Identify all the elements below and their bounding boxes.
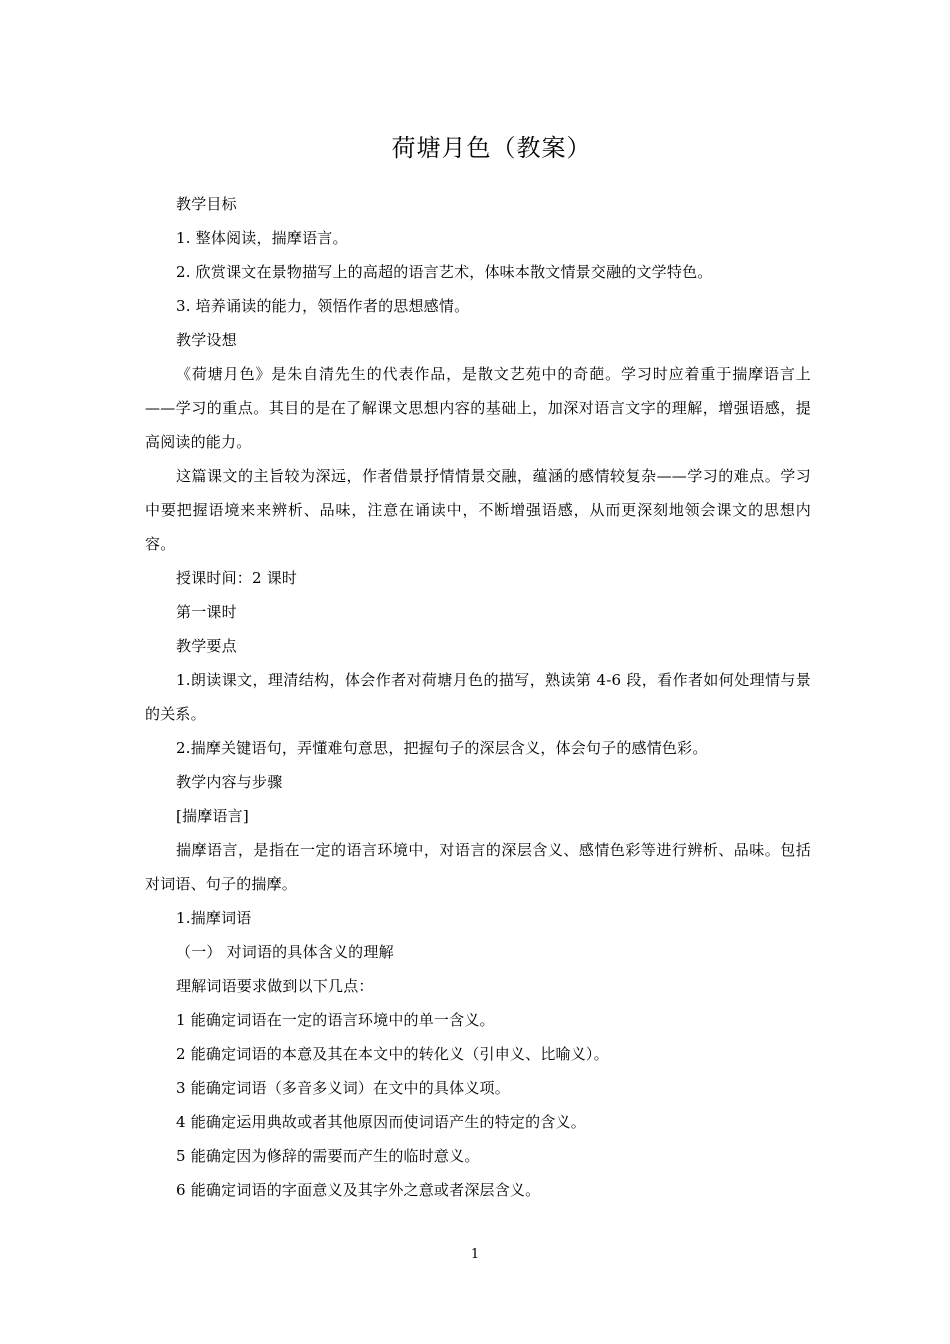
requirement-item-3: 3 能确定词语（多音多义词）在文中的具体义项。 xyxy=(176,1079,510,1097)
goal-item-1: 1. 整体阅读，揣摩语言。 xyxy=(176,229,348,247)
requirement-item-2: 2 能确定词语的本意及其在本文中的转化义（引申义、比喻义）。 xyxy=(176,1045,609,1063)
requirement-item-6: 6 能确定词语的字面意义及其字外之意或者深层含义。 xyxy=(176,1181,541,1199)
section-label-language: [揣摩语言] xyxy=(176,807,249,825)
design-paragraph-2: 这篇课文的主旨较为深远，作者借景抒情情景交融，蕴涵的感情较复杂——学习的难点。学习中要把握语境来来辨析、品味，注意在诵读中，不断增强语感，从而更深刻地领会课文的思想内容。 xyxy=(145,467,811,553)
heading-teaching-points: 教学要点 xyxy=(176,637,237,655)
heading-teaching-goals: 教学目标 xyxy=(176,195,237,213)
heading-content-steps: 教学内容与步骤 xyxy=(176,773,283,791)
requirements-intro: 理解词语要求做到以下几点： xyxy=(176,977,374,995)
teaching-point-2: 2.揣摩关键语句，弄懂难句意思，把握句子的深层含义，体会句子的感情色彩。 xyxy=(176,739,708,757)
teaching-point-1: 1.朗读课文，理清结构，体会作者对荷塘月色的描写，熟读第 4-6 段，看作者如何处理情与景的关系。 xyxy=(145,671,811,723)
design-paragraph-1: 《荷塘月色》是朱自清先生的代表作品，是散文艺苑中的奇葩。学习时应着重于揣摩语言上——学习的重点。其目的是在了解课文思想内容的基础上，加深对语言文字的理解，增强语感，提高阅读的能力。 xyxy=(145,365,811,451)
class-time: 授课时间：2 课时 xyxy=(176,569,298,587)
heading-first-lesson: 第一课时 xyxy=(176,603,237,621)
document-body xyxy=(145,187,811,1207)
requirement-item-1: 1 能确定词语在一定的语言环境中的单一含义。 xyxy=(176,1011,495,1029)
subheading-words: 1.揣摩词语 xyxy=(176,909,252,927)
goal-item-2: 2. 欣赏课文在景物描写上的高超的语言艺术，体味本散文情景交融的文学特色。 xyxy=(176,263,713,281)
goal-item-3: 3. 培养诵读的能力，领悟作者的思想感情。 xyxy=(176,297,470,315)
heading-teaching-design: 教学设想 xyxy=(176,331,237,349)
subheading-word-meaning: （一） 对词语的具体含义的理解 xyxy=(176,943,394,961)
requirement-item-4: 4 能确定运用典故或者其他原因而使词语产生的特定的含义。 xyxy=(176,1113,586,1131)
requirement-item-5: 5 能确定因为修辞的需要而产生的临时意义。 xyxy=(176,1147,480,1165)
language-explanation: 揣摩语言，是指在一定的语言环境中，对语言的深层含义、感情色彩等进行辨析、品味。包括对词语、句子的揣摩。 xyxy=(145,841,811,893)
page-number: 1 xyxy=(470,1247,480,1262)
document-title: 荷塘月色（教案） xyxy=(391,134,592,162)
